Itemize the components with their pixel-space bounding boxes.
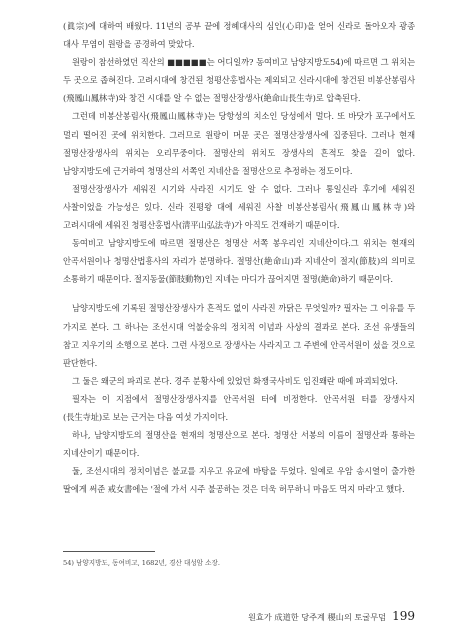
page-body	[63, 17, 415, 498]
paragraph: (眞宗)에 대하여 배웠다. 11년의 공부 끝에 정혜대사의 심인(心印)을 얻어 신라로 돌아오자 광종 대사 무염이 원랑을 공경하여 맞았다.	[63, 21, 415, 50]
paragraph: 동여비고 남양지방도에 따르면 절명산은 청명산 서쪽 봉우리인 지네산이다.그 위치는 현재의 안곡서원이나 청명산법흥사의 자리가 분명하다. 절명산(絶命山)과 지네산이 절지(節肢)의 의미로 소통하기 때문이다. 절지동물(節肢動物)인 지네는 마디가 끊어지면 절명(絶命)하기 때문이다.	[63, 238, 415, 285]
paragraph: 그런데 비봉산봉림사(飛鳳山鳳林寺)는 당항성의 치소인 당성에서 멀다. 또 바닷가 포구에서도 멀리 떨어진 곳에 위치한다. 그러므로 원랑이 머문 곳은 절명산장생사에 집중된다. 그러나 현재 절명산장생사의 위치는 오리무중이다. 절명산의 위치도 장생사의 흔적도 찾을 길이 없다. 남양지방도에 근거하여 청명산의 서쪽인 지네산을 절명산으로 추정하는 정도이다.	[63, 111, 415, 176]
paragraph-gap	[63, 288, 415, 299]
paragraph: 둘, 조선시대의 정치이념은 불교를 지우고 유교에 바탕을 두었다. 일예로 우암 송시열이 출가한 딸에게 써준 戒女書에는 '절에 가서 시주 불공하는 것은 더욱 허무하니 마음도 먹지 마라'고 했다.	[63, 466, 415, 495]
paragraph: 원랑이 참선하였던 직산의 ■■■■■는 어디일까? 동여비고 남양지방도54)에 따르면 그 위치는 두 곳으로 좁혀진다. 고려시대에 창건된 청평산홍법사는 제외되고 신라시대에 창건된 비봉산봉림사(飛鳳山鳳林寺)와 창건 시대를 알 수 없는 절명산장생사(絶命山長生寺)로 압축된다.	[63, 57, 415, 104]
paragraph: 절명산장생사가 세워진 시기와 사라진 시기도 알 수 없다. 그러나 통일신라 후기에 세워진 사찰이었을 가능성은 있다. 신라 진평왕 대에 세워진 사찰 비봉산봉림사(飛鳳山鳳林寺)와 고려시대에 세워진 청평산홍법사(淸平山弘法寺)가 아직도 건재하기 때문이다.	[63, 183, 415, 231]
running-footer	[248, 609, 415, 623]
paragraph: 필자는 이 지점에서 절명산장생사지를 안곡서원 터에 비정한다. 안곡서원 터를 장생사지(長生寺址)로 보는 근거는 다음 여섯 가지이다.	[63, 393, 415, 422]
paragraph: 그 둘은 왜군의 파괴로 본다. 경주 분황사에 있었던 화쟁국사비도 임진왜란 때에 파괴되었다.	[72, 375, 398, 386]
running-title: 원효가 成道한 당주계 稷山의 토굴무덤	[248, 612, 387, 622]
paragraph: 하나, 남양지방도의 절명산을 현재의 청명산으로 본다. 청명산 서봉의 이름이 절명산과 통하는 지네산이기 때문이다.	[63, 430, 415, 459]
page-number: 199	[392, 609, 415, 623]
footnote-rule	[63, 551, 155, 552]
footnote: 54) 남양지방도, 동여비고, 1682년, 경산 대성암 소장.	[63, 559, 220, 567]
paragraph: 남양지방도에 기록된 절명산장생사가 흔적도 없이 사라진 까닭은 무엇일까? 필자는 그 이유를 두 가지로 본다. 그 하나는 조선시대 억불숭유의 정치적 이념과 사상의 결과로 본다. 조선 유생들의 참고 지우기의 소행으로 본다. 그런 사정으로 장생사는 사라지고 그 주변에 안곡서원이 섰을 것으로 판단한다.	[63, 303, 415, 368]
